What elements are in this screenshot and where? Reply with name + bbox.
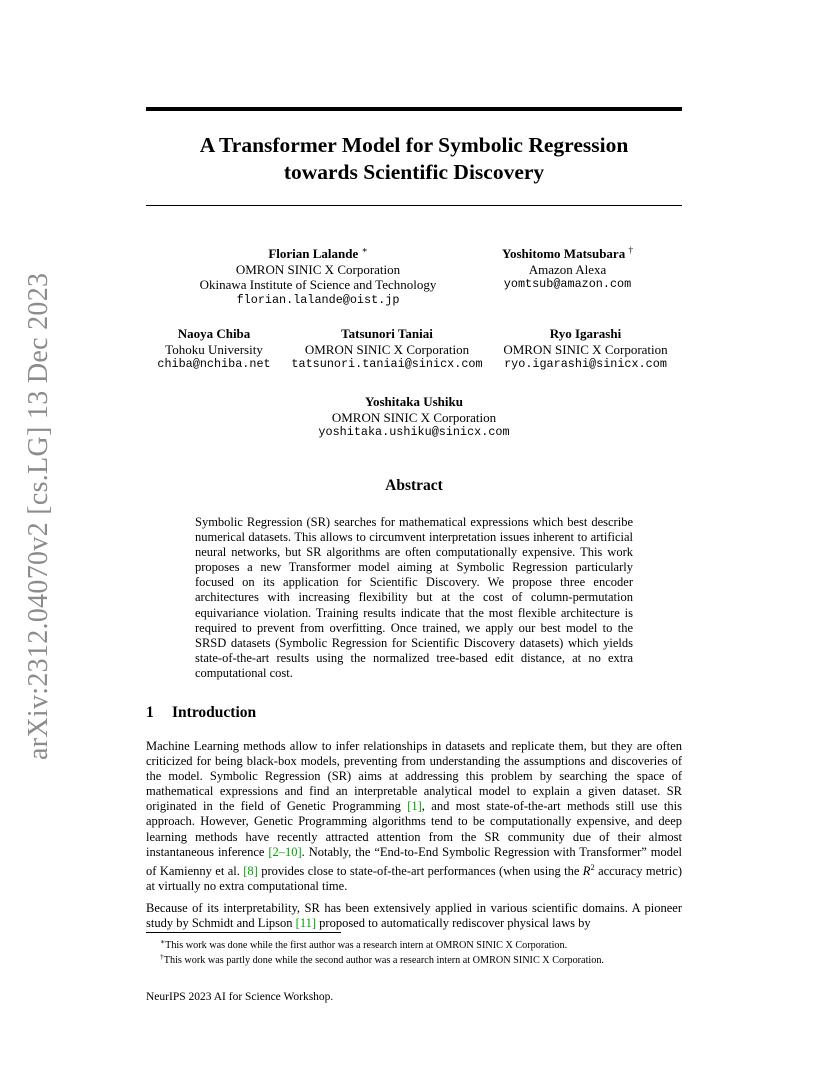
author-email: chiba@nchiba.net xyxy=(157,357,271,371)
arxiv-side-stamp: arXiv:2312.04070v2 [cs.LG] 13 Dec 2023 xyxy=(23,272,54,760)
title-line-2: towards Scientific Discovery xyxy=(283,160,545,184)
abstract-text: Symbolic Regression (SR) searches for mathematical expressions which best describe numerical datasets. This allows to circumvent interpretation issues inherent to artificial neural networks, but SR algorithms are often computationally expensive. This work proposes a new Transformer model aiming at Symbolic Regression particularly focused on its application for Scientific Discovery. We propose three encoder architectures with increasing flexibility but at the cost of column-permutation equivariance violation. Training results indicate that the most flexible architecture is required to prevent from overfitting. Once trained, we apply our best model to the SRSD datasets (Symbolic Regression for Scientific Discovery datasets) which yields state-of-the-art results using the normalized tree-based edit distance, at no extra computational cost. xyxy=(195,515,633,680)
venue-note: NeurIPS 2023 AI for Science Workshop. xyxy=(146,991,334,1003)
paragraph-text: provides close to state-of-the-art performances (when using the xyxy=(257,863,583,878)
author-block-1 xyxy=(178,243,458,308)
author-email: tatsunori.taniai@sinicx.com xyxy=(291,357,483,371)
author-block-3 xyxy=(150,326,278,373)
author-mark: † xyxy=(628,245,633,255)
citation-link[interactable]: [2–10] xyxy=(268,844,302,859)
title-bottom-rule xyxy=(146,205,682,206)
paragraph-text: , and most state-of-the-art methods still use this approach. However, Genetic Programming algorithms tend to be computationally expensive, and deep learning methods have recently attracted attention from the SR community due of their almost instantaneous inference xyxy=(146,799,682,859)
author-email: ryo.igarashi@sinicx.com xyxy=(504,357,667,371)
citation-link[interactable]: [11] xyxy=(295,916,317,931)
citation-link[interactable]: [1] xyxy=(407,799,422,814)
author-affiliation: Tohoku University xyxy=(165,341,263,357)
author-name: Naoya Chiba xyxy=(177,326,251,341)
title-line-1: A Transformer Model for Symbolic Regression xyxy=(199,133,629,157)
author-block-2 xyxy=(480,243,655,293)
author-email: florian.lalande@oist.jp xyxy=(236,292,400,307)
abstract-heading: Abstract xyxy=(385,477,443,494)
paragraph-text: Machine Learning methods allow to infer relationships in datasets and replicate them, but they are often criticized for being black-box models, preventing from understanding the assumptions and discoveries of the model. Symbolic Regression (SR) aims at addressing this problem by searching the space of mathematical expressions and find an interpretable analytical model to explain a given dataset. SR originated in the field of Genetic Programming xyxy=(146,739,682,814)
intro-paragraph-2 xyxy=(146,901,682,931)
section-title: Introduction xyxy=(172,704,257,721)
author-affiliation: Amazon Alexa xyxy=(528,261,607,277)
author-email: yomtsub@amazon.com xyxy=(503,277,632,291)
math-superscript: 2 xyxy=(590,861,595,872)
author-affiliation: Okinawa Institute of Science and Technology xyxy=(199,277,437,292)
author-email: yoshitaka.ushiku@sinicx.com xyxy=(318,425,510,439)
author-name: Yoshitaka Ushiku xyxy=(365,394,463,409)
section-heading xyxy=(146,704,256,722)
footnote-rule xyxy=(146,932,341,933)
paper-title xyxy=(146,132,682,186)
footnote-mark: † xyxy=(160,952,164,961)
paragraph-text: Because of its interpretability, SR has been extensively applied in various scientific domains. A pioneer study by Schmidt and Lipson xyxy=(146,901,682,931)
author-block-6 xyxy=(294,394,534,441)
citation-link[interactable]: [8] xyxy=(243,863,258,878)
author-name: Yoshitomo Matsubara xyxy=(502,246,626,261)
author-affiliation: OMRON SINIC X Corporation xyxy=(331,409,497,425)
paragraph-text: accuracy metric) at virtually no extra computational time. xyxy=(146,863,682,893)
author-affiliation: OMRON SINIC X Corporation xyxy=(503,341,668,357)
footnote-text: This work was done while the first author was a research intern at OMRON SINIC X Corporation. xyxy=(165,940,568,951)
title-top-rule xyxy=(146,107,682,111)
author-mark: ∗ xyxy=(361,245,368,255)
paragraph-text: . Notably, the “End-to-End Symbolic Regression with Transformer” model of Kamienny et al. xyxy=(146,844,682,878)
author-name: Tatsunori Taniai xyxy=(341,326,433,341)
footnote-text: This work was partly done while the second author was a research intern at OMRON SINIC X Corporation. xyxy=(163,955,604,966)
author-block-5 xyxy=(493,326,678,373)
author-affiliation: OMRON SINIC X Corporation xyxy=(235,261,401,277)
author-name: Florian Lalande xyxy=(268,246,359,261)
footnote-2 xyxy=(160,950,700,967)
paragraph-text: proposed to automatically rediscover physical laws by xyxy=(316,916,591,931)
author-block-4 xyxy=(282,326,492,373)
math-variable: R xyxy=(582,863,591,878)
intro-paragraph-1 xyxy=(146,739,682,894)
footnote-mark: ∗ xyxy=(160,937,166,946)
author-name: Ryo Igarashi xyxy=(549,326,622,341)
section-number: 1 xyxy=(146,704,154,721)
author-affiliation: OMRON SINIC X Corporation xyxy=(304,341,470,357)
